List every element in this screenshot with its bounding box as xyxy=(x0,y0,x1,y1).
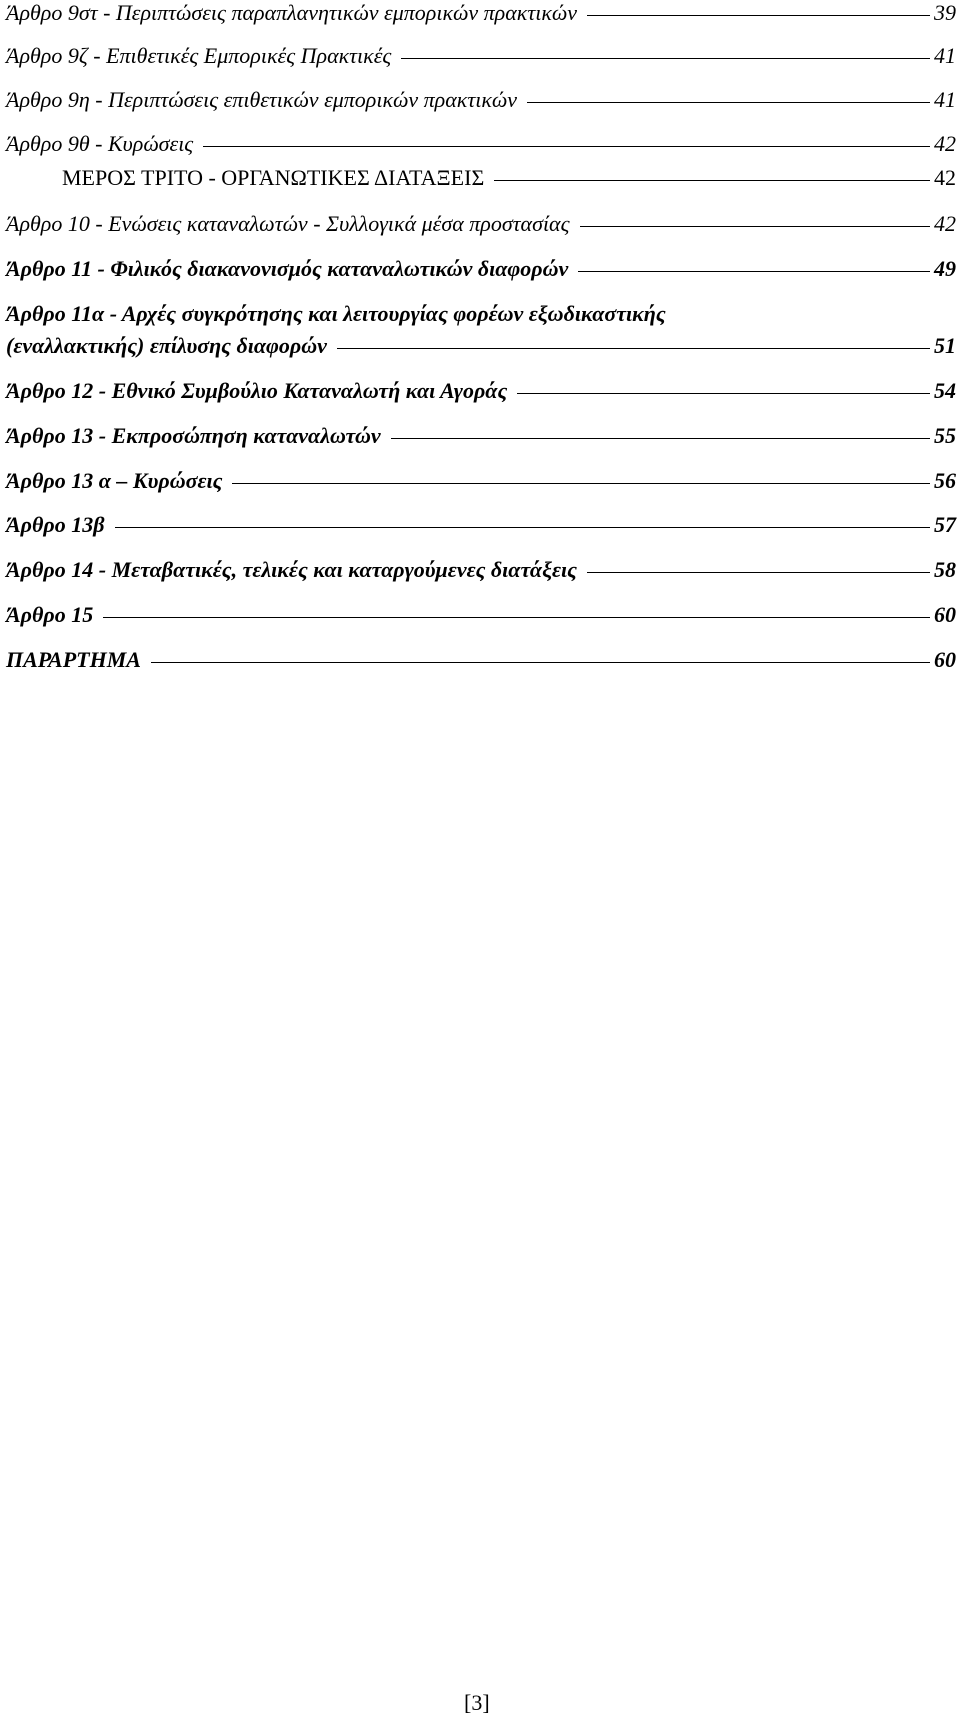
toc-entry-page: 42 xyxy=(934,211,956,236)
toc-entry[interactable] xyxy=(6,131,956,157)
leader-line xyxy=(587,15,930,16)
leader-line xyxy=(527,102,930,103)
toc-entry-label: ΠΑΡΑΡΤΗΜΑ xyxy=(6,647,141,672)
toc-entry-part[interactable] xyxy=(62,165,956,191)
toc-entry-page: 57 xyxy=(934,512,956,537)
toc-entry-label: Άρθρο 9ζ - Επιθετικές Εμπορικές Πρακτικές xyxy=(6,43,392,68)
toc-entry-label: Άρθρο 11 - Φιλικός διακανονισμός καταναλωτικών διαφορών xyxy=(6,256,569,281)
leader-line xyxy=(391,438,930,439)
toc-entry[interactable] xyxy=(6,602,956,628)
toc-entry-label: Άρθρο 9θ - Κυρώσεις xyxy=(6,131,194,156)
leader-line xyxy=(494,180,930,181)
toc-entry-label: Άρθρο 9στ - Περιπτώσεις παραπλανητικών εμπορικών πρακτικών xyxy=(6,0,577,25)
toc-entry-label: Άρθρο 13β xyxy=(6,512,105,537)
toc-entry-page: 41 xyxy=(934,87,956,112)
toc-entry-page: 56 xyxy=(934,468,956,493)
toc-entry[interactable] xyxy=(6,557,956,583)
leader-line xyxy=(151,662,930,663)
toc-entry-page: 49 xyxy=(934,256,956,281)
toc-entry[interactable] xyxy=(6,333,956,359)
toc-entry-label: ΜΕΡΟΣ ΤΡΙΤΟ - ΟΡΓΑΝΩΤΙΚΕΣ ΔΙΑΤΑΞΕΙΣ xyxy=(62,165,485,190)
toc-entry[interactable] xyxy=(6,378,956,404)
leader-line xyxy=(115,527,930,528)
leader-line xyxy=(578,271,930,272)
toc-entry[interactable] xyxy=(6,211,956,237)
toc-entry-label-line1[interactable]: Άρθρο 11α - Αρχές συγκρότησης και λειτουργίας φορέων εξωδικαστικής xyxy=(6,301,666,326)
toc-entry-label: Άρθρο 13 - Εκπροσώπηση καταναλωτών xyxy=(6,423,381,448)
toc-entry[interactable] xyxy=(6,423,956,449)
leader-line xyxy=(580,226,930,227)
leader-line xyxy=(103,617,930,618)
toc-entry-label: Άρθρο 15 xyxy=(6,602,94,627)
toc-entry-page: 58 xyxy=(934,557,956,582)
leader-line xyxy=(337,348,930,349)
toc-entry-label: (εναλλακτικής) επίλυσης διαφορών xyxy=(6,333,327,358)
toc-entry[interactable] xyxy=(6,647,956,673)
toc-entry-label: Άρθρο 10 - Ενώσεις καταναλωτών - Συλλογικά μέσα προστασίας xyxy=(6,211,570,236)
leader-line xyxy=(401,58,930,59)
toc-entry-page: 39 xyxy=(934,0,956,25)
toc-entry[interactable] xyxy=(6,43,956,69)
toc-entry[interactable] xyxy=(6,0,956,26)
toc-entry-page: 54 xyxy=(934,378,956,403)
page-number: [3] xyxy=(464,1690,490,1715)
toc-entry[interactable] xyxy=(6,512,956,538)
toc-entry-page: 42 xyxy=(934,165,956,190)
leader-line xyxy=(517,393,930,394)
toc-entry-page: 41 xyxy=(934,43,956,68)
toc-entry-label: Άρθρο 9η - Περιπτώσεις επιθετικών εμπορικών πρακτικών xyxy=(6,87,518,112)
toc-entry-page: 51 xyxy=(934,333,956,358)
leader-line xyxy=(587,572,930,573)
toc-entry[interactable] xyxy=(6,256,956,282)
toc-entry[interactable] xyxy=(6,87,956,113)
toc-entry-page: 60 xyxy=(934,647,956,672)
leader-line xyxy=(203,146,930,147)
leader-line xyxy=(232,483,930,484)
toc-entry[interactable] xyxy=(6,468,956,494)
toc-entry-label: Άρθρο 13 α – Κυρώσεις xyxy=(6,468,223,493)
toc-entry-label: Άρθρο 12 - Εθνικό Συμβούλιο Καταναλωτή και Αγοράς xyxy=(6,378,508,403)
toc-entry-page: 60 xyxy=(934,602,956,627)
toc-entry-page: 42 xyxy=(934,131,956,156)
toc-entry-page: 55 xyxy=(934,423,956,448)
toc-entry-label: Άρθρο 14 - Μεταβατικές, τελικές και καταργούμενες διατάξεις xyxy=(6,557,577,582)
